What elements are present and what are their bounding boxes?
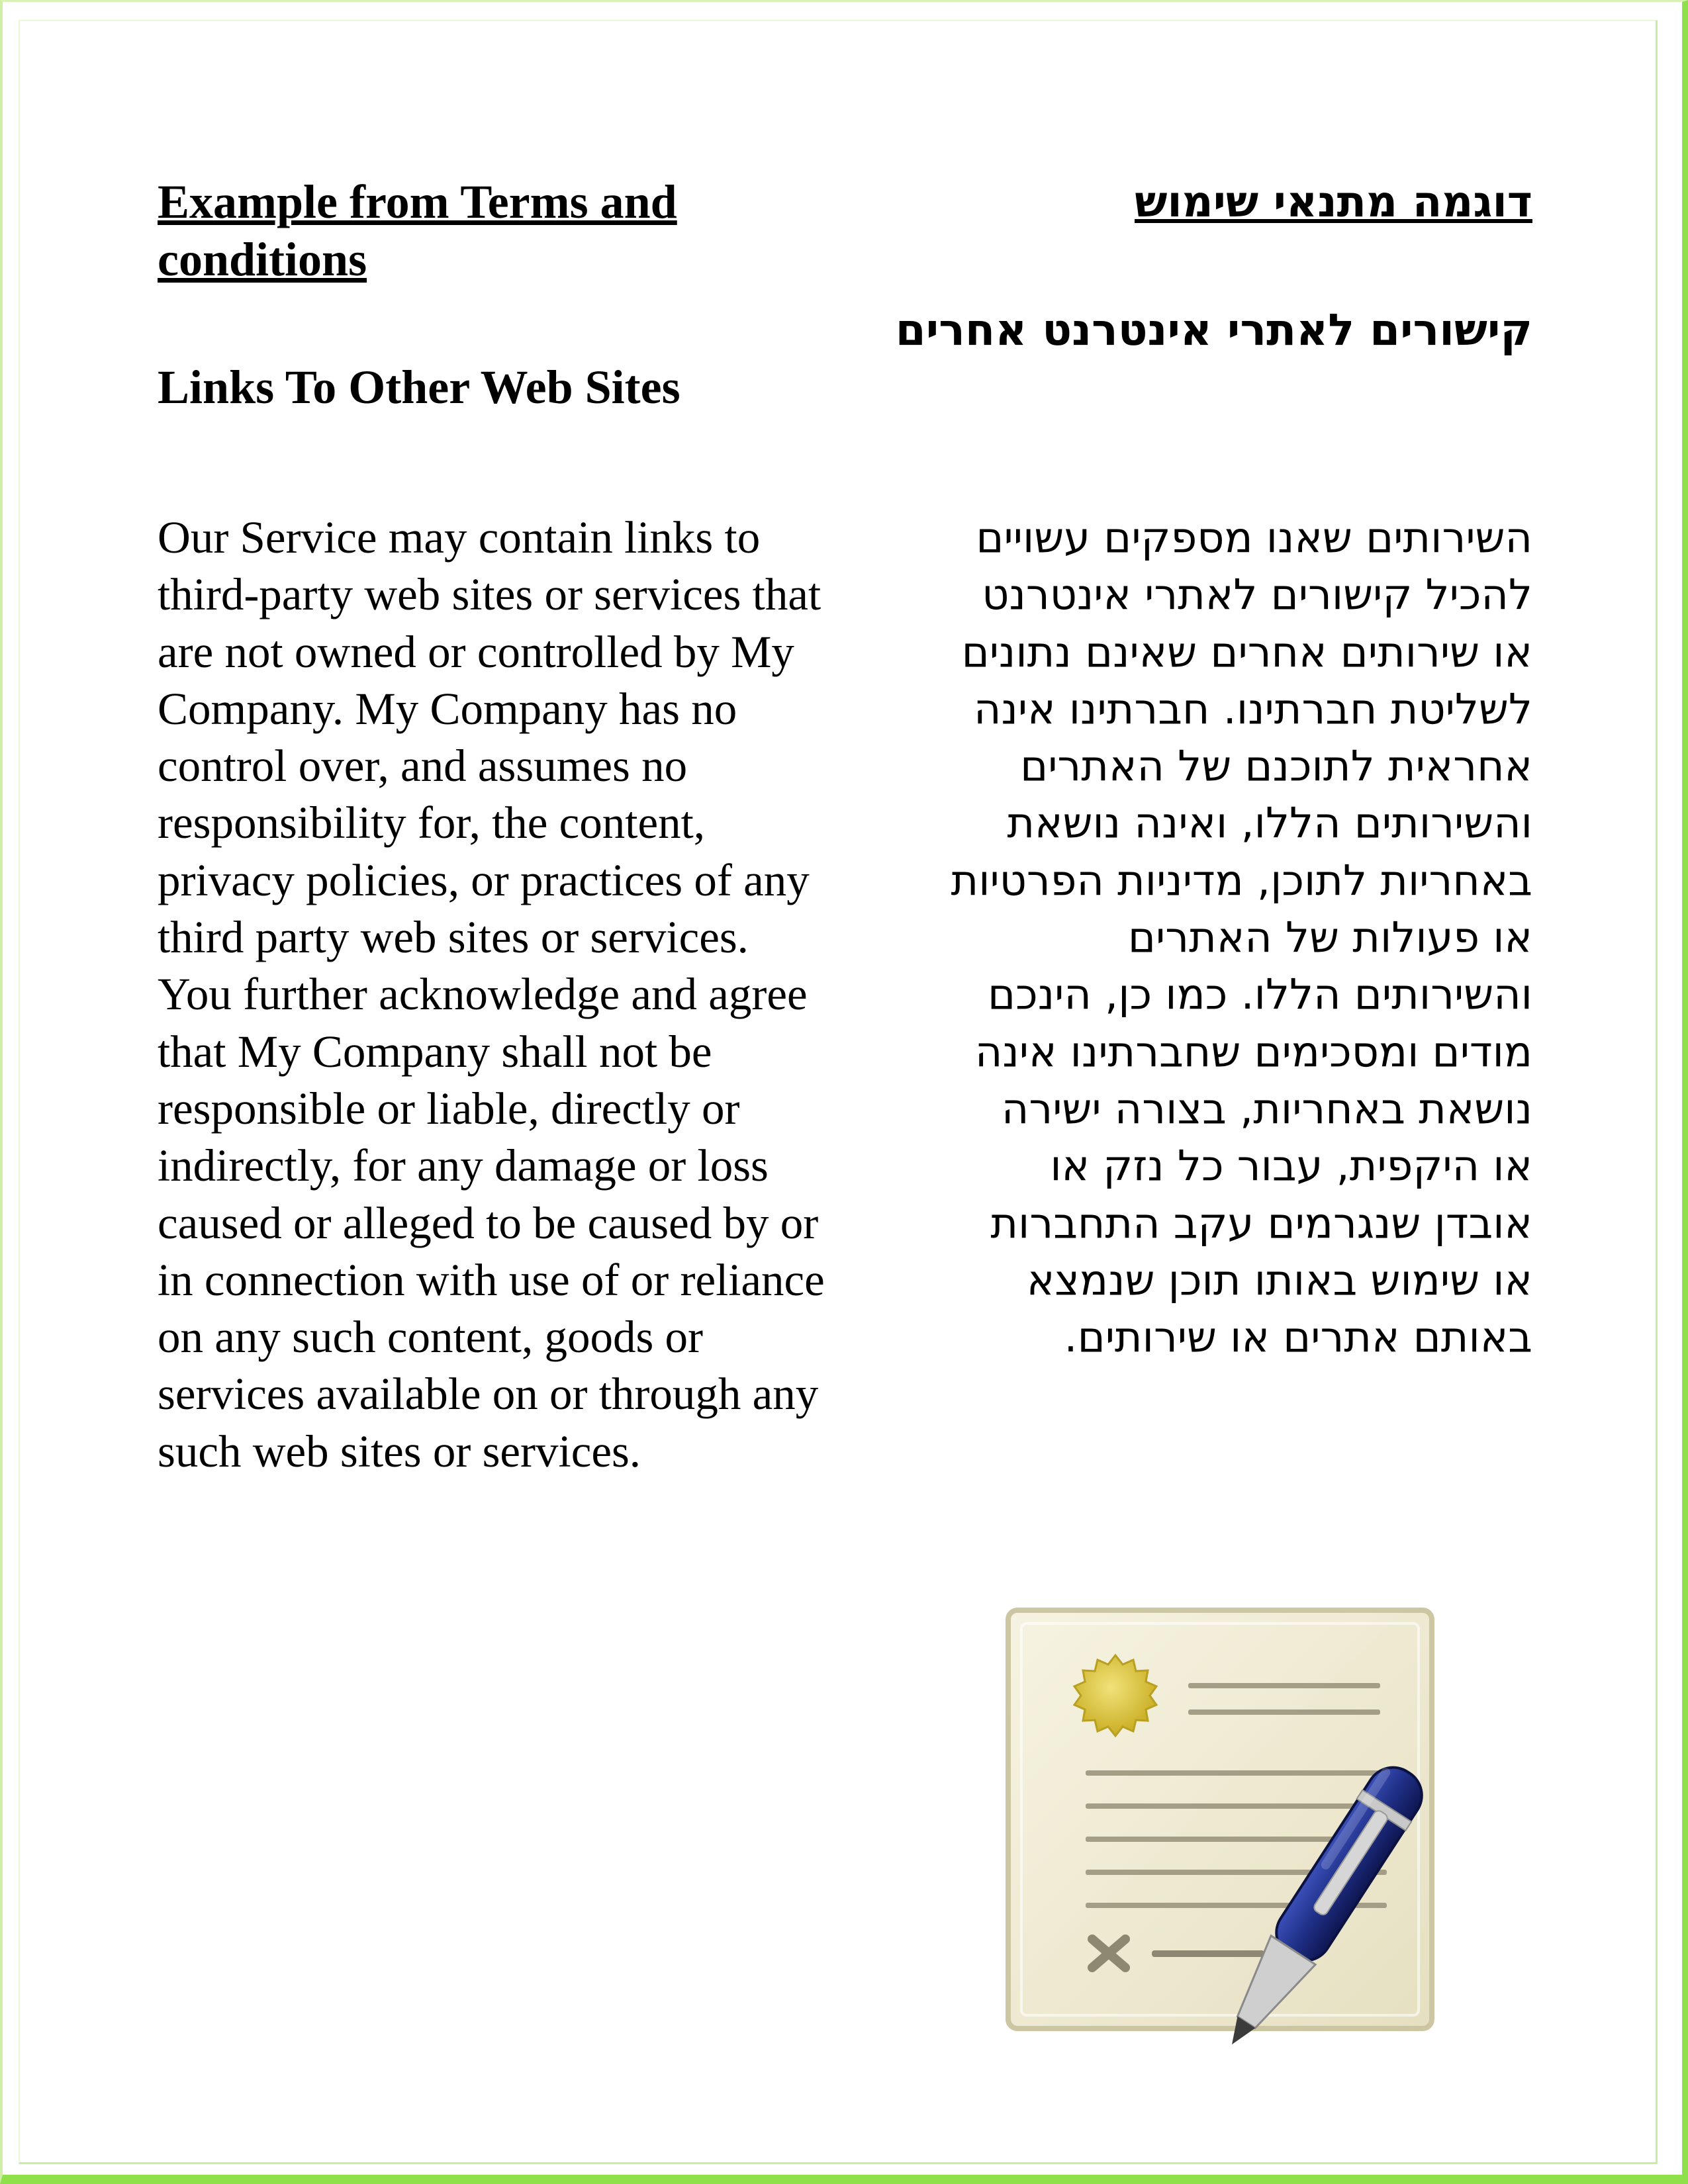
hebrew-body-line: והשירותים הללו, ואינה נושאת [1007, 798, 1532, 848]
hebrew-body [841, 509, 1532, 1365]
hebrew-subheading: קישורים לאתרי אינטרנט אחרים [895, 304, 1532, 355]
hebrew-column [841, 173, 1532, 1362]
certificate-with-pen-icon [1003, 1605, 1546, 2115]
hebrew-body-line: באותם אתרים או שירותים. [1064, 1312, 1532, 1362]
hebrew-body-line: באחריות לתוכן, מדיניות הפרטיות [951, 855, 1532, 905]
hebrew-body-line: אחראית לתוכנם של האתרים [1020, 741, 1532, 791]
hebrew-body-line: והשירותים הללו. כמו כן, הינכם [988, 970, 1532, 1019]
hebrew-body-line: או שימוש באותו תוכן שנמצא [1026, 1255, 1532, 1304]
english-subheading: Links To Other Web Sites [158, 361, 680, 414]
hebrew-body-line: לשליטת חברתינו. חברתינו אינה [974, 684, 1532, 733]
hebrew-body-line: או היקפית, עבור כל נזק או [1050, 1141, 1532, 1191]
hebrew-body-line: או פעולות של האתרים [1127, 913, 1532, 962]
english-heading: Example from Terms and conditions [158, 175, 677, 286]
hebrew-body-line: להכיל קישורים לאתרי אינטרנט [982, 570, 1532, 619]
english-column [158, 173, 826, 1477]
hebrew-body-line: השירותים שאנו מספקים עשויים [976, 513, 1532, 562]
hebrew-body-line: אובדן שנגרמים עקב התחברות [990, 1198, 1532, 1248]
hebrew-heading: דוגמה מתנאי שימוש [1135, 177, 1532, 227]
hebrew-body-line: נושאת באחריות, בצורה ישירה [1001, 1083, 1532, 1133]
hebrew-body-line: מודים ומסכימים שחברתינו אינה [974, 1026, 1532, 1076]
english-body: Our Service may contain links to third-party web sites or services that are not owned or controlled by My Company. My Company has no control over, and assumes no responsibility for, the content, privacy policies, or practices of any third party web sites or services. You further acknowledge and agree that My Company shall not be responsible or liable, directly or indirectly, for any damage or loss caused or alleged to be caused by or in connection with use of or reliance on any such content, goods or services available on or through any such web sites or services. [158, 512, 825, 1477]
hebrew-body-line: או שירותים אחרים שאינם נתונים [961, 627, 1532, 676]
